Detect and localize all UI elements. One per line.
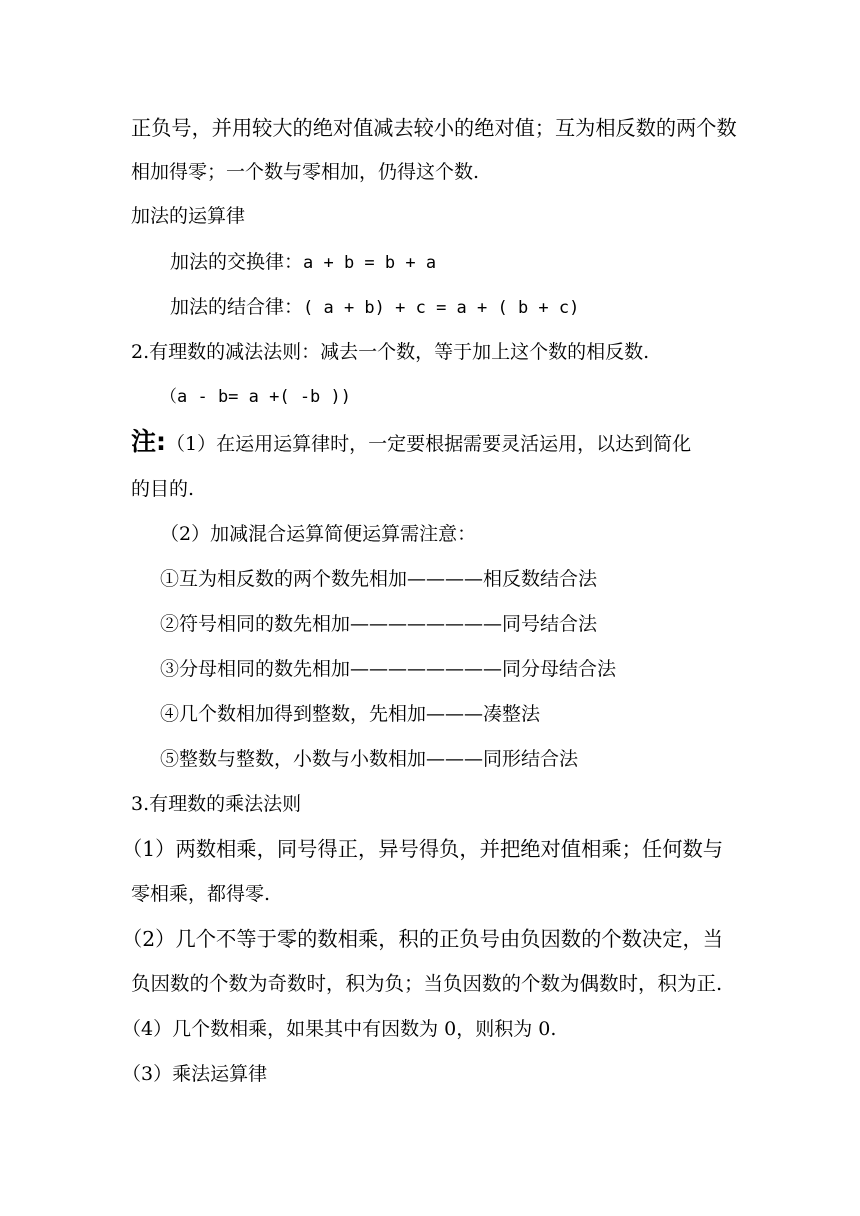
text-line-2: 相加得零；一个数与零相加，仍得这个数.	[131, 161, 480, 183]
associative-law-label: 加法的结合律：	[170, 296, 304, 318]
multiplication-rule-heading: 3.有理数的乘法法则	[131, 793, 302, 815]
list-item: ②符号相同的数先相加————————同号结合法	[160, 613, 598, 635]
text-line-17: （1）两数相乘，同号得正，异号得负，并把绝对值相乘；任何数与	[122, 837, 724, 861]
text-line-20: 负因数的个数为奇数时，积为负；当负因数的个数为偶数时，积为正.	[131, 972, 723, 995]
section-heading-addition-laws: 加法的运算律	[131, 205, 246, 227]
text-line-18: 零相乘，都得零.	[131, 883, 271, 905]
subtraction-formula: （a - b= a +( -b ))	[160, 387, 351, 407]
text-line-22: （3）乘法运算律	[122, 1063, 268, 1085]
list-item: ①互为相反数的两个数先相加————相反数结合法	[160, 568, 598, 590]
note-text-1: （1）在运用运算律时，一定要根据需要灵活运用，以达到简化	[166, 433, 692, 455]
list-item: ⑤整数与整数，小数与小数相加———同形结合法	[160, 748, 579, 770]
note-2: （2）加减混合运算简便运算需注意：	[160, 523, 477, 545]
list-item: ③分母相同的数先相加————————同分母结合法	[160, 658, 617, 680]
list-item: ④几个数相加得到整数，先相加———凑整法	[160, 703, 541, 725]
text-line-1: 正负号，并用较大的绝对值减去较小的绝对值；互为相反数的两个数	[131, 116, 737, 140]
commutative-law	[170, 250, 436, 275]
text-line-19: （2）几个不等于零的数相乘，积的正负号由负因数的个数决定，当	[122, 927, 724, 951]
note-label: 注:	[131, 427, 166, 456]
commutative-law-label: 加法的交换律：	[170, 251, 304, 273]
associative-law	[170, 295, 579, 320]
commutative-law-formula: a + b = b + a	[303, 253, 437, 273]
associative-law-formula: ( a + b) + c = a + ( b + c)	[303, 298, 580, 318]
text-line-21: （4）几个数相乘，如果其中有因数为 0，则积为 0.	[122, 1018, 557, 1040]
text-line-9: 的目的.	[131, 478, 195, 500]
subtraction-rule: 2.有理数的减法法则：减去一个数，等于加上这个数的相反数.	[131, 341, 650, 363]
note-line	[131, 427, 692, 456]
